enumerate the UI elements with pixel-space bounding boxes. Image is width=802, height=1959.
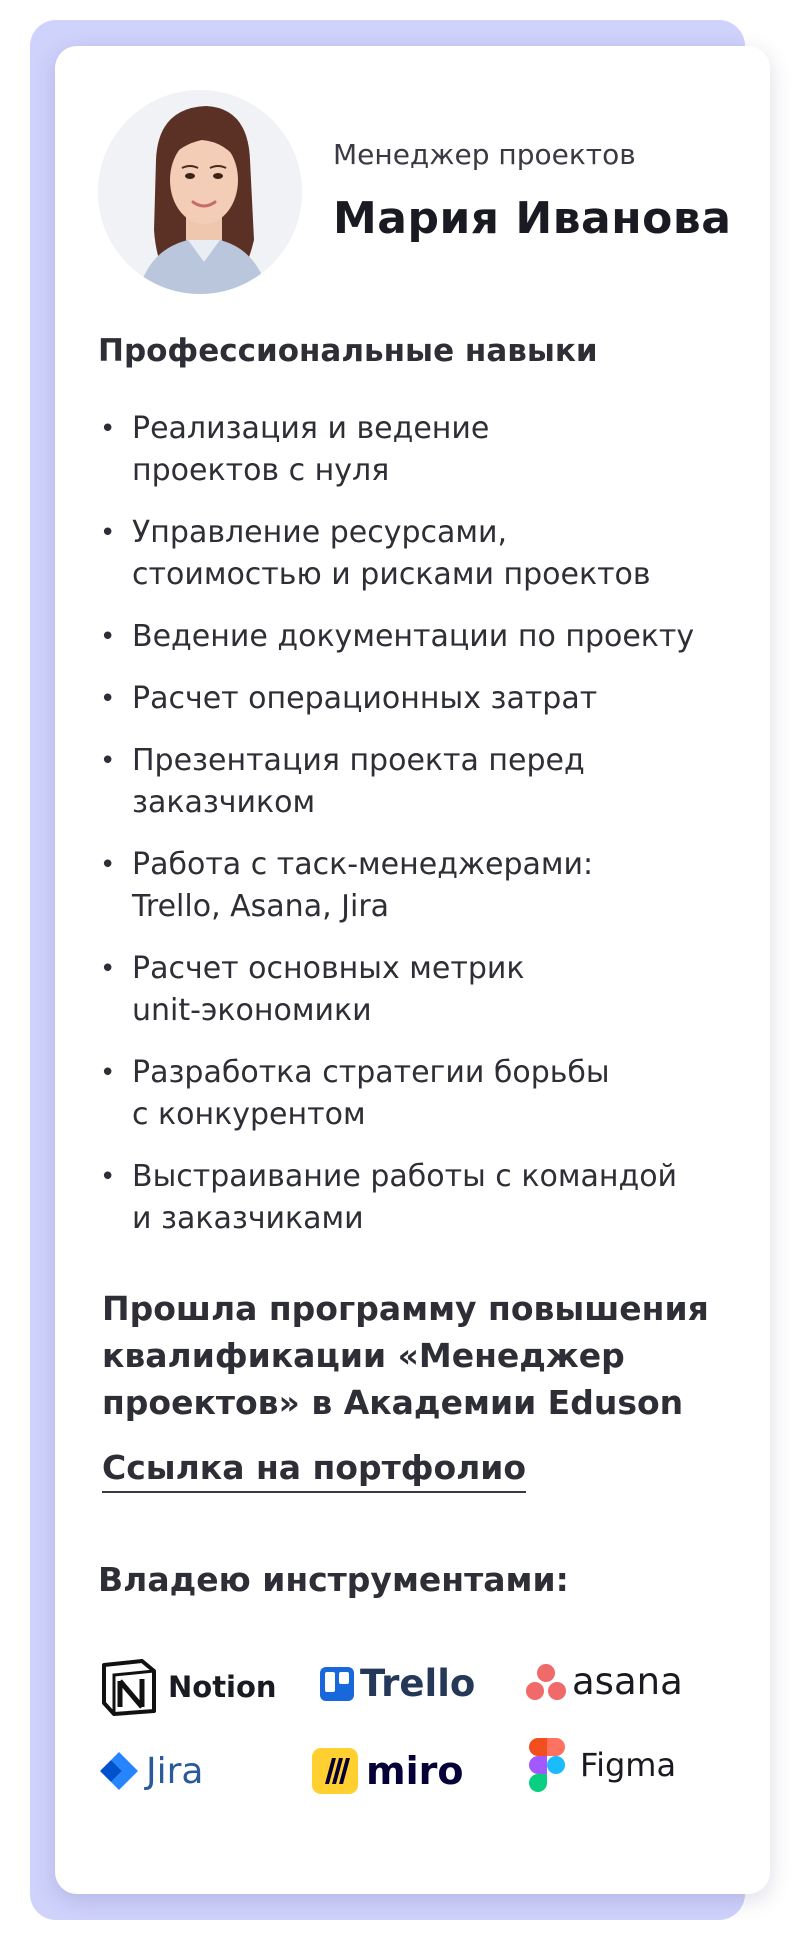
list-item: • Расчет операционных затрат	[98, 678, 738, 720]
tool-label: asana	[572, 1660, 683, 1703]
tool-notion	[98, 1657, 277, 1717]
bullet-icon: •	[100, 684, 116, 714]
portfolio-link[interactable]: Ссылка на портфолио	[102, 1448, 526, 1493]
tool-asana	[526, 1660, 683, 1703]
tool-miro	[312, 1748, 463, 1794]
tool-label: miro	[366, 1749, 464, 1793]
tool-trello	[320, 1662, 475, 1705]
skills-heading: Профессиональные навыки	[98, 333, 598, 369]
bullet-icon: •	[100, 954, 116, 984]
bullet-icon: •	[100, 1058, 116, 1088]
avatar-photo	[98, 90, 302, 294]
list-item: • Управление ресурсами, стоимостью и рисками проектов	[98, 512, 738, 596]
bullet-icon: •	[100, 746, 116, 776]
miro-icon	[312, 1748, 358, 1794]
avatar	[98, 90, 302, 294]
asana-icon	[526, 1663, 566, 1701]
tool-label: Trello	[360, 1662, 476, 1705]
tool-label: Figma	[580, 1746, 677, 1784]
bullet-icon: •	[100, 414, 116, 444]
bullet-icon: •	[100, 850, 116, 880]
list-item: • Расчет основных метрик unit-экономики	[98, 948, 738, 1032]
tool-figma	[528, 1738, 676, 1792]
list-item: • Выстраивание работы с командой и заказчиками	[98, 1156, 738, 1240]
bullet-icon: •	[100, 622, 116, 652]
trello-icon	[320, 1667, 354, 1701]
course-statement: Прошла программу повышения квалификации «Менеджер проектов» в Академии Eduson	[102, 1289, 709, 1422]
list-item: • Разработка стратегии борьбы с конкурентом	[98, 1052, 738, 1136]
figma-icon	[528, 1738, 566, 1792]
tools-heading: Владею инструментами:	[98, 1560, 569, 1599]
tool-jira	[98, 1750, 203, 1792]
skills-list	[98, 408, 738, 1260]
list-item: • Презентация проекта перед заказчиком	[98, 740, 738, 824]
list-item: • Ведение документации по проекту	[98, 616, 738, 658]
tool-label: Notion	[168, 1670, 277, 1704]
jira-icon	[98, 1750, 140, 1792]
list-item: • Реализация и ведение проектов с нуля	[98, 408, 738, 492]
list-item: • Работа с таск-менеджерами: Trello, Asana, Jira	[98, 844, 738, 928]
notion-icon	[98, 1657, 158, 1717]
person-name: Мария Иванова	[333, 193, 732, 244]
bullet-icon: •	[100, 518, 116, 548]
job-title: Менеджер проектов	[333, 138, 636, 171]
tool-label: Jira	[146, 1750, 204, 1792]
bullet-icon: •	[100, 1162, 116, 1192]
